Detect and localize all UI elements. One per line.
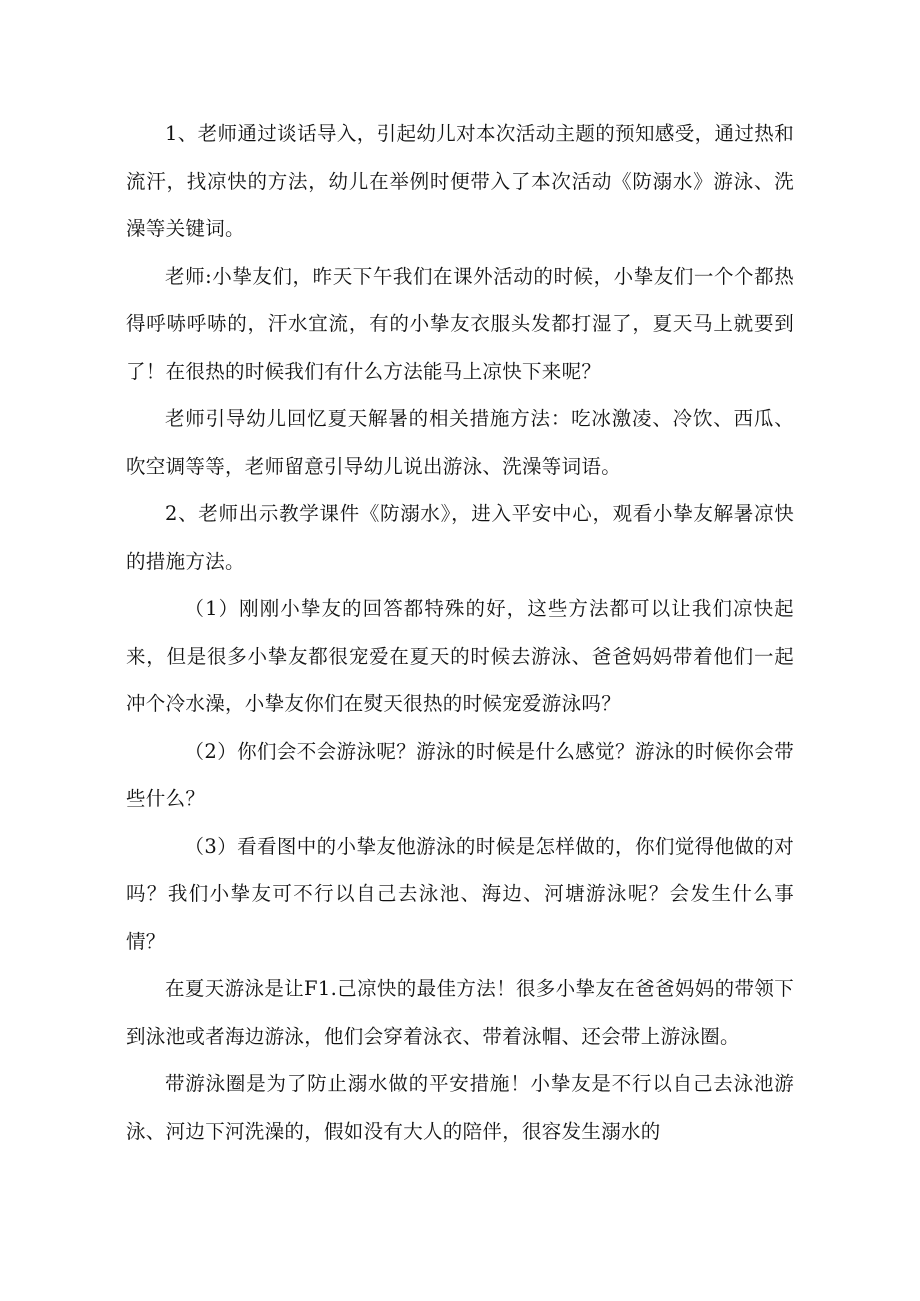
paragraph-summer-swimming: 在夏天游泳是让F1.己凉快的最佳方法！很多小挚友在爸爸妈妈的带领下到泳池或者海边游泳，他们会穿着泳衣、带着泳帽、还会带上游泳圈。	[126, 977, 794, 1048]
paragraph-sub-1: （1）刚刚小挚友的回答都特殊的好，这些方法都可以让我们凉快起来，但是很多小挚友都很宠爱在夏天的时候去游泳、爸爸妈妈带着他们一起冲个冷水澡，小挚友你们在熨天很热的时候宠爱游泳吗？	[126, 597, 794, 715]
paragraph-sub-3: （3）看看图中的小挚友他游泳的时候是怎样做的，你们觉得他做的对吗？我们小挚友可不行以自己去泳池、海边、河塘游泳呢？会发生什么事情？	[126, 834, 794, 953]
document-body	[126, 110, 794, 1155]
paragraph-sub-2: （2）你们会不会游泳呢？游泳的时候是什么感觉？游泳的时候你会带些什么？	[126, 739, 794, 810]
paragraph-safety-float: 带游泳圈是为了防止溺水做的平安措施！小挚友是不行以自己去泳池游泳、河边下河洗澡的，假如没有大人的陪伴，很容发生溺水的	[126, 1072, 794, 1143]
paragraph-step-2: 2、老师出示教学课件《防溺水》，进入平安中心，观看小挚友解暑凉快的措施方法。	[126, 502, 794, 573]
paragraph-intro-step-1: 1、老师通过谈话导入，引起幼儿对本次活动主题的预知感受，通过热和流汗，找凉快的方法，幼儿在举例时便带入了本次活动《防溺水》游泳、洗澡等关键词。	[126, 122, 794, 240]
paragraph-teacher-question: 老师:小挚友们，昨天下午我们在课外活动的时候，小挚友们一个个都热得呼哧呼哧的，汗水宜流，有的小挚友衣服头发都打湿了，夏天马上就要到了！在很热的时候我们有什么方法能马上凉快下来呢？	[126, 264, 794, 383]
paragraph-cooling-methods: 老师引导幼儿回忆夏天解暑的相关措施方法：吃冰激凌、冷饮、西瓜、吹空调等等，老师留意引导幼儿说出游泳、洗澡等词语。	[126, 407, 794, 478]
